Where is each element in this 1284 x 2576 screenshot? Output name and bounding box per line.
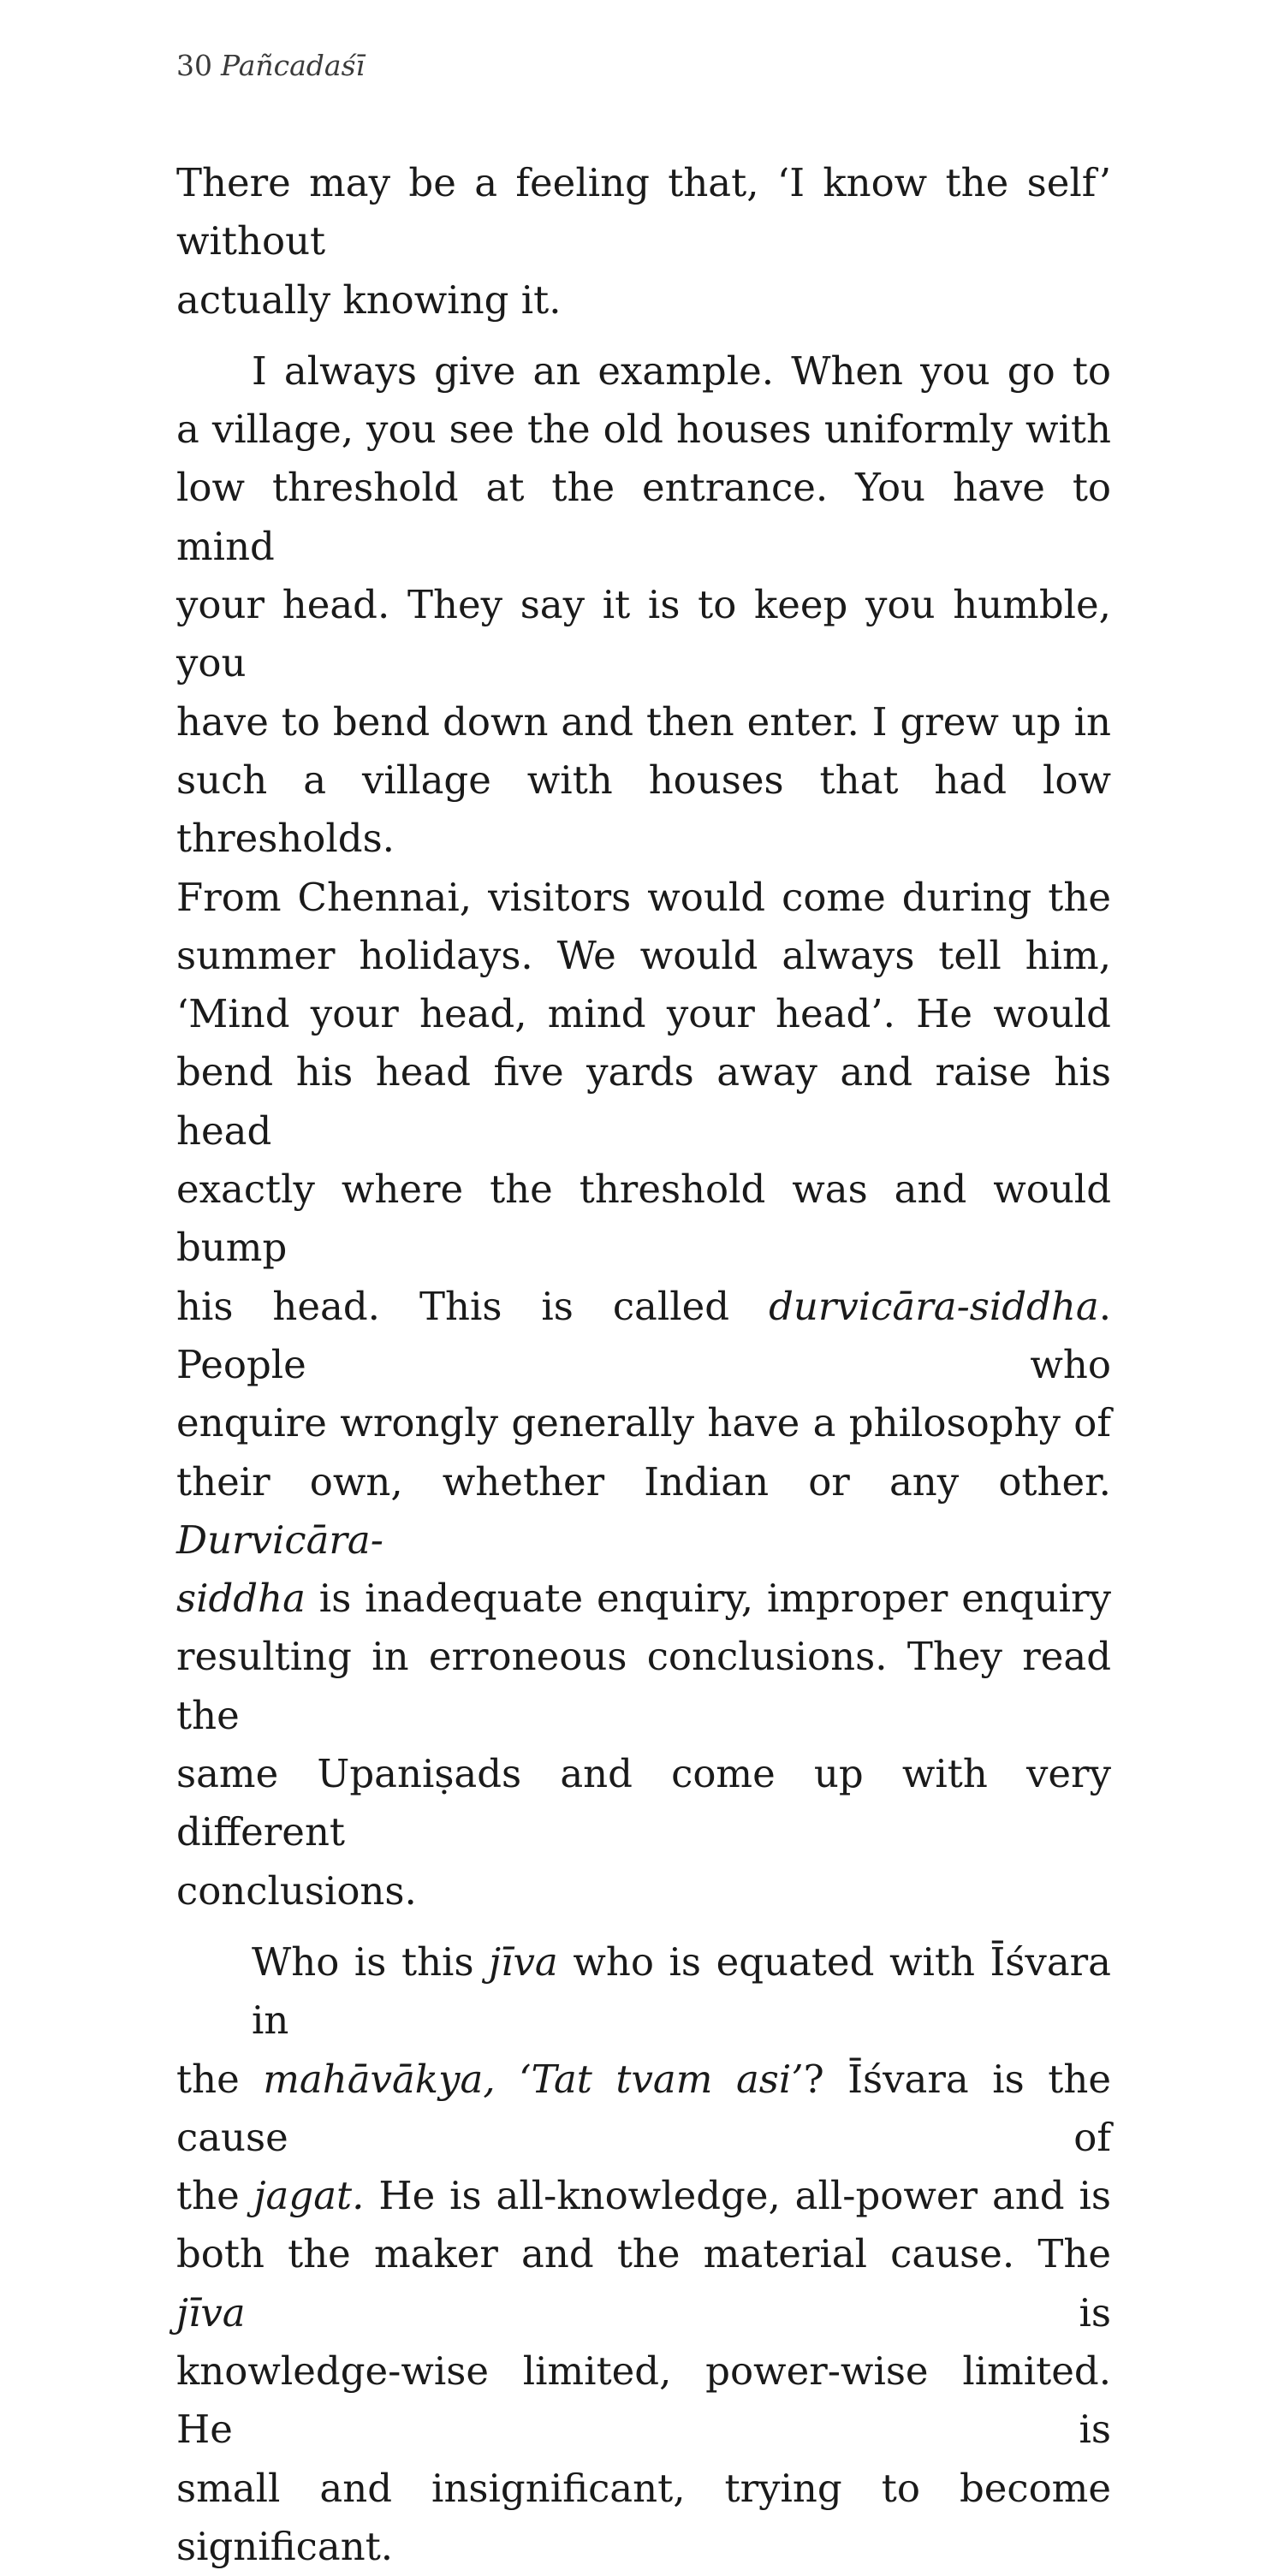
text-line: enquire wrongly generally have a philosophy of: [176, 1400, 1111, 1446]
text-line: conclusions.: [176, 1867, 417, 1914]
text-line: summer holidays. We would always tell him,: [176, 932, 1111, 978]
text-line: such a village with houses that had low thresholds.: [176, 757, 1111, 862]
text-line: There may be a feeling that, ‘I know the self’ without: [176, 160, 1111, 264]
text-line: knowledge-wise limited, power-wise limited. He is: [176, 2347, 1111, 2453]
text-line: resulting in erroneous conclusions. They read the: [176, 1634, 1111, 1738]
text-line: exactly where the threshold was and would bump: [176, 1166, 1111, 1271]
italic-term: jīva: [176, 2289, 246, 2336]
text-line: the jagat. He is all-knowledge, all-power and is: [176, 2173, 1111, 2219]
text-line: ‘Mind your head, mind your head’. He would: [176, 991, 1111, 1037]
text-line: small and insignificant, trying to become significant.: [176, 2465, 1111, 2569]
italic-term: siddha: [176, 1576, 306, 1622]
text-line: same Upaniṣads and come up with very different: [176, 1751, 1111, 1855]
paragraph: [176, 1933, 1111, 2576]
italic-term: jagat.: [253, 2173, 365, 2219]
text-line: siddha is inadequate enquiry, improper enquiry: [176, 1576, 1111, 1622]
text-line: both the maker and the material cause. The jīva is: [176, 2231, 1111, 2336]
paragraph: [176, 342, 1111, 1920]
text-line: your head. They say it is to keep you humble, you: [176, 582, 1111, 686]
text-line: a village, you see the old houses uniformly with: [176, 407, 1111, 453]
page-number: 30: [176, 49, 212, 82]
running-head: [176, 45, 365, 87]
text-line: the mahāvākya, ‘Tat tvam asi’? Īśvara is the cause of: [176, 2056, 1111, 2160]
text-line: his head. This is called durvicāra-siddha. People who: [176, 1283, 1111, 1387]
text-line: bend his head five yards away and raise his head: [176, 1049, 1111, 1154]
body-text: [176, 154, 1111, 2576]
text-line: their own, whether Indian or any other. Durvicāra-: [176, 1458, 1111, 1563]
book-title: Pañcadaśī: [221, 49, 366, 82]
italic-term: Durvicāra-: [176, 1517, 383, 1563]
italic-term: jīva: [489, 1938, 558, 1985]
text-line: have to bend down and then enter. I grew up in: [176, 698, 1111, 745]
text-line: From Chennai, visitors would come during the: [176, 874, 1111, 920]
italic-term: durvicāra-siddha: [769, 1283, 1099, 1329]
paragraph: [176, 154, 1111, 329]
italic-term: mahāvākya, ‘Tat tvam asi’: [263, 2056, 804, 2102]
text-line: low threshold at the entrance. You have to mind: [176, 465, 1111, 569]
text-line: Who is this jīva who is equated with Īśvara in: [252, 1938, 1111, 2044]
text-line: I always give an example. When you go to: [252, 347, 1111, 394]
text-line: actually knowing it.: [176, 276, 562, 323]
